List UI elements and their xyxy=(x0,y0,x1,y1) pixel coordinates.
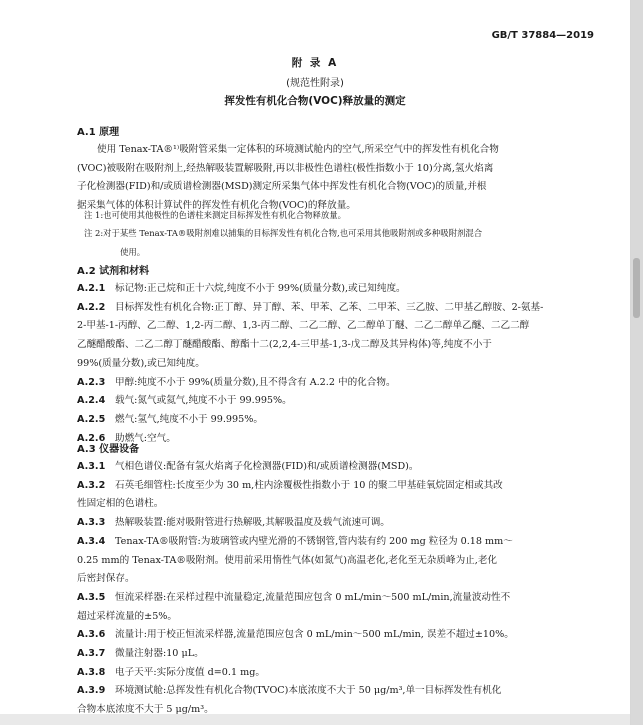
item-text: 目标挥发性有机化合物:正丁醇、异丁醇、苯、甲苯、乙苯、二甲苯、三乙胺、二甲基乙醇胺、2-氨基- xyxy=(115,301,544,313)
list-item xyxy=(77,458,591,477)
para-line: (VOC)被吸附在吸附剂上,经热解吸装置解吸附,再以非极性色谱柱(极性指数小于 10)分离,氢火焰离 xyxy=(77,162,494,174)
section-a3-body xyxy=(77,458,591,714)
list-item xyxy=(77,514,591,533)
item-text: Tenax-TA®吸附管:为玻璃管或内壁光滑的不锈钢管,管内装有约 200 mg 粒径为 0.18 mm～ xyxy=(115,535,513,547)
appendix-subtitle: (规范性附录) xyxy=(286,78,344,89)
item-text: 石英毛细管柱:长度至少为 30 m,柱内涂覆极性指数小于 10 的聚二甲基硅氧烷固定相或其改 xyxy=(115,479,503,491)
item-number: A.2.4 xyxy=(77,395,106,407)
item-text: 燃气:氢气,纯度不小于 99.995%。 xyxy=(115,413,263,425)
item-number: A.3.1 xyxy=(77,461,106,472)
list-item xyxy=(77,392,591,411)
list-item xyxy=(77,682,591,701)
item-text: 电子天平:实际分度值 d=0.1 mg。 xyxy=(115,666,265,678)
item-text: 甲醇:纯度不小于 99%(质量分数),且不得含有 A.2.2 中的化合物。 xyxy=(115,376,396,388)
scrollbar-thumb[interactable] xyxy=(633,258,640,318)
item-text-cont: 99%(质量分数),或已知纯度。 xyxy=(77,357,205,369)
item-number: A.2.1 xyxy=(77,283,106,294)
list-item xyxy=(77,299,591,318)
list-item xyxy=(77,430,591,449)
section-a2-body xyxy=(77,280,591,448)
section-a1-heading: A.1 原理 xyxy=(77,127,120,138)
item-text: 标记物:正己烷和正十六烷,纯度不小于 99%(质量分数),或已知纯度。 xyxy=(115,283,406,294)
item-text: 助燃气:空气。 xyxy=(115,432,176,444)
list-item xyxy=(77,533,591,552)
page-gap xyxy=(0,714,630,725)
item-text-cont: 后密封保存。 xyxy=(77,573,135,585)
list-item xyxy=(77,645,591,664)
item-number: A.3.6 xyxy=(77,629,106,641)
item-text: 气相色谱仪:配备有氢火焰离子化检测器(FID)和/或质谱检测器(MSD)。 xyxy=(115,461,419,472)
list-item xyxy=(77,626,591,645)
item-number: A.3.9 xyxy=(77,685,106,697)
list-item xyxy=(77,374,591,393)
item-text-cont: 性固定相的色谱柱。 xyxy=(77,498,164,510)
list-item xyxy=(77,589,591,608)
item-text-cont: 2-甲基-1-丙醇、乙二醇、1,2-丙二醇、1,3-丙二醇、二乙二醇、乙二醇单丁醚、二乙二醇单乙醚、二乙二醇 xyxy=(77,320,530,332)
appendix-title: 附 录 A xyxy=(291,57,339,69)
section-a1-paragraph xyxy=(77,141,591,216)
section-a2-heading: A.2 试剂和材料 xyxy=(77,266,150,277)
para-line: 子化检测器(FID)和/或质谱检测器(MSD)测定所采集气体中挥发性有机化合物(VOC)的质量,并根 xyxy=(77,181,487,193)
item-text: 微量注射器:10 μL。 xyxy=(115,648,204,660)
note-2-text-cont: 使用。 xyxy=(120,246,146,257)
item-text-cont: 超过采样流量的±5%。 xyxy=(77,610,178,622)
scrollbar-track[interactable] xyxy=(631,0,643,725)
para-line: 使用 Tenax-TA®¹⁾吸附管采集一定体积的环境测试舱内的空气,所采空气中的挥发性有机化合物 xyxy=(97,144,499,155)
item-text: 流量计:用于校正恒流采样器,流量范围应包含 0 mL/min～500 mL/min, 误差不超过±10%。 xyxy=(115,629,514,641)
item-number: A.3.4 xyxy=(77,535,106,547)
item-number: A.3.2 xyxy=(77,479,106,491)
item-text-cont: 乙醚醋酸酯、二乙二醇丁醚醋酸酯、醇酯十二(2,2,4-三甲基-1,3-戊二醇及其异构体)等,纯度不小于 xyxy=(77,339,492,351)
note-1 xyxy=(84,206,588,225)
list-item xyxy=(77,477,591,496)
standard-number: GB/T 37884—2019 xyxy=(491,30,594,41)
item-text: 载气:氮气或氦气,纯度不小于 99.995%。 xyxy=(115,395,292,407)
item-number: A.3.8 xyxy=(77,666,106,678)
appendix-heading: 挥发性有机化合物(VOC)释放量的测定 xyxy=(224,95,406,107)
note-2 xyxy=(84,224,588,261)
note-2-text: 注 2:对于某些 Tenax-TA®吸附剂难以捕集的目标挥发性有机化合物,也可采用其他吸附剂或多种吸附剂混合 xyxy=(84,228,483,238)
list-item xyxy=(77,411,591,430)
item-number: A.3.7 xyxy=(77,648,106,660)
note-1-text: 注 1:也可使用其他极性的色谱柱来测定目标挥发性有机化合物释放量。 xyxy=(84,210,347,220)
list-item xyxy=(77,664,591,683)
item-text-cont: 合物本底浓度不大于 5 μg/m³。 xyxy=(77,704,214,714)
para-line: 据采集气体的体积计算试件的挥发性有机化合物(VOC)的释放量。 xyxy=(77,200,356,212)
item-number: A.3.5 xyxy=(77,591,106,603)
item-number: A.2.2 xyxy=(77,301,106,313)
item-text: 恒流采样器:在采样过程中流量稳定,流量范围应包含 0 mL/min～500 mL/min,流量波动性不 xyxy=(115,591,511,603)
section-a3-heading: A.3 仪器设备 xyxy=(77,444,140,455)
list-item xyxy=(77,280,591,299)
item-number: A.2.3 xyxy=(77,376,106,388)
item-text: 热解吸装置:能对吸附管进行热解吸,其解吸温度及载气流速可调。 xyxy=(115,517,390,529)
item-number: A.2.5 xyxy=(77,413,106,425)
item-number: A.2.6 xyxy=(77,432,106,444)
item-number: A.3.3 xyxy=(77,517,106,529)
item-text-cont: 0.25 mm的 Tenax-TA®吸附剂。使用前采用惰性气体(如氮气)高温老化,老化至无杂质峰为止,老化 xyxy=(77,554,498,566)
item-text: 环境测试舱:总挥发性有机化合物(TVOC)本底浓度不大于 50 μg/m³,单一目标挥发性有机化 xyxy=(115,685,502,697)
